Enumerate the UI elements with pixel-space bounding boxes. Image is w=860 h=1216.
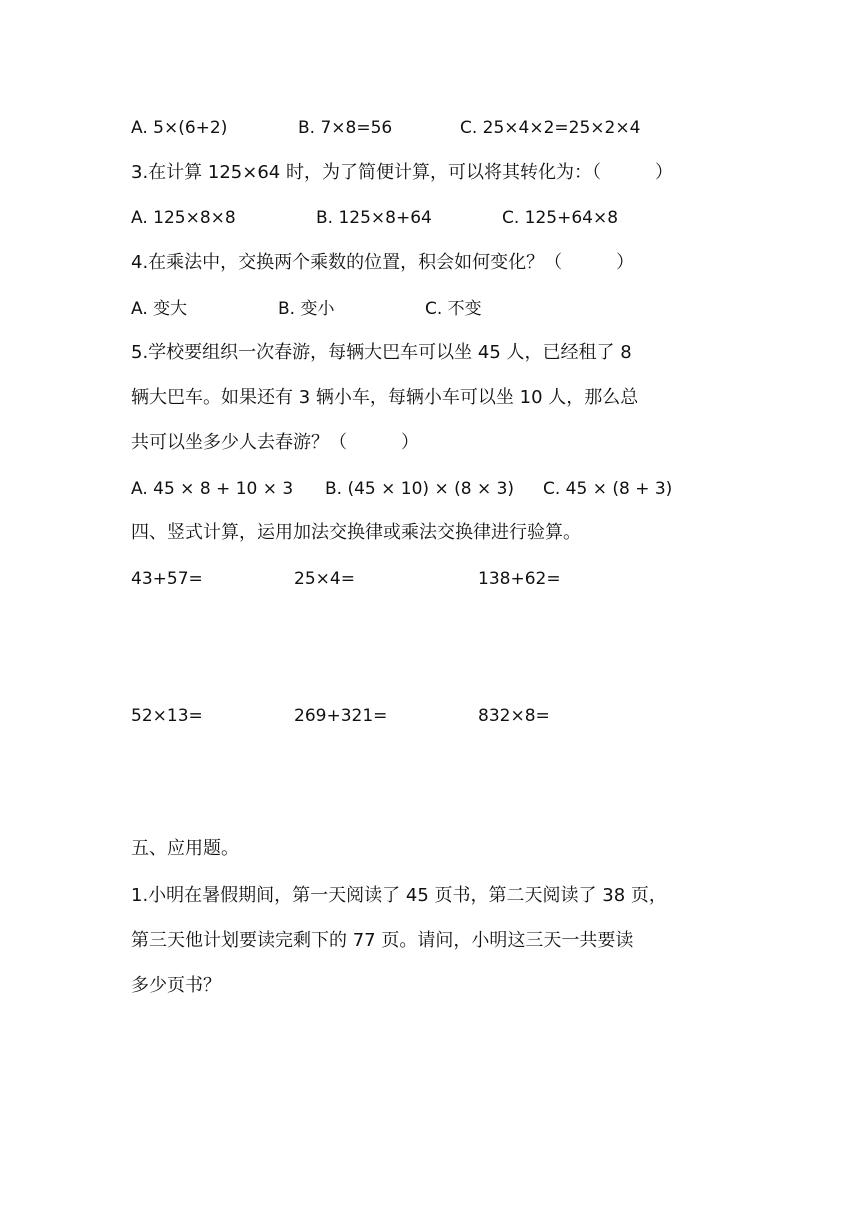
section4-title: 四、竖式计算，运用加法交换律或乘法交换律进行验算。 [131, 522, 581, 543]
q4-option-a: A. 变大 [131, 299, 188, 319]
calc-item: 52×13= [131, 706, 203, 726]
q5-option-b: B. (45 × 10) × (8 × 3) [325, 479, 515, 499]
problem1-line2: 第三天他计划要读完剩下的 77 页。请问，小明这三天一共要读 [131, 930, 634, 951]
q5-option-c: C. 45 × (8 + 3) [543, 479, 673, 499]
q2-option-b: B. 7×8=56 [298, 118, 393, 138]
calc-item: 138+62= [478, 569, 561, 589]
q2-option-a: A. 5×(6+2) [131, 118, 228, 138]
q3-option-c: C. 125+64×8 [502, 208, 619, 228]
section5-title: 五、应用题。 [131, 838, 239, 859]
q4-option-c: C. 不变 [425, 299, 482, 319]
q3-option-b: B. 125×8+64 [316, 208, 432, 228]
calc-item: 832×8= [478, 706, 550, 726]
calc-item: 43+57= [131, 569, 203, 589]
q5-question-line3: 共可以坐多少人去春游？（ ） [131, 432, 419, 453]
q3-question: 3.在计算 125×64 时，为了简便计算，可以将其转化为：（ ） [131, 162, 673, 183]
problem1-line3: 多少页书？ [131, 975, 221, 996]
q2-option-c: C. 25×4×2=25×2×4 [460, 118, 641, 138]
q4-question: 4.在乘法中，交换两个乘数的位置，积会如何变化？（ ） [131, 252, 635, 273]
q5-question-line2: 辆大巴车。如果还有 3 辆小车，每辆小车可以坐 10 人，那么总 [131, 387, 639, 408]
q5-question-line1: 5.学校要组织一次春游，每辆大巴车可以坐 45 人，已经租了 8 [131, 342, 632, 363]
calc-item: 25×4= [294, 569, 355, 589]
q4-option-b: B. 变小 [278, 299, 335, 319]
problem1-line1: 1.小明在暑假期间，第一天阅读了 45 页书，第二天阅读了 38 页， [131, 885, 667, 906]
q5-option-a: A. 45 × 8 + 10 × 3 [131, 479, 294, 499]
calc-item: 269+321= [294, 706, 388, 726]
q3-option-a: A. 125×8×8 [131, 208, 236, 228]
